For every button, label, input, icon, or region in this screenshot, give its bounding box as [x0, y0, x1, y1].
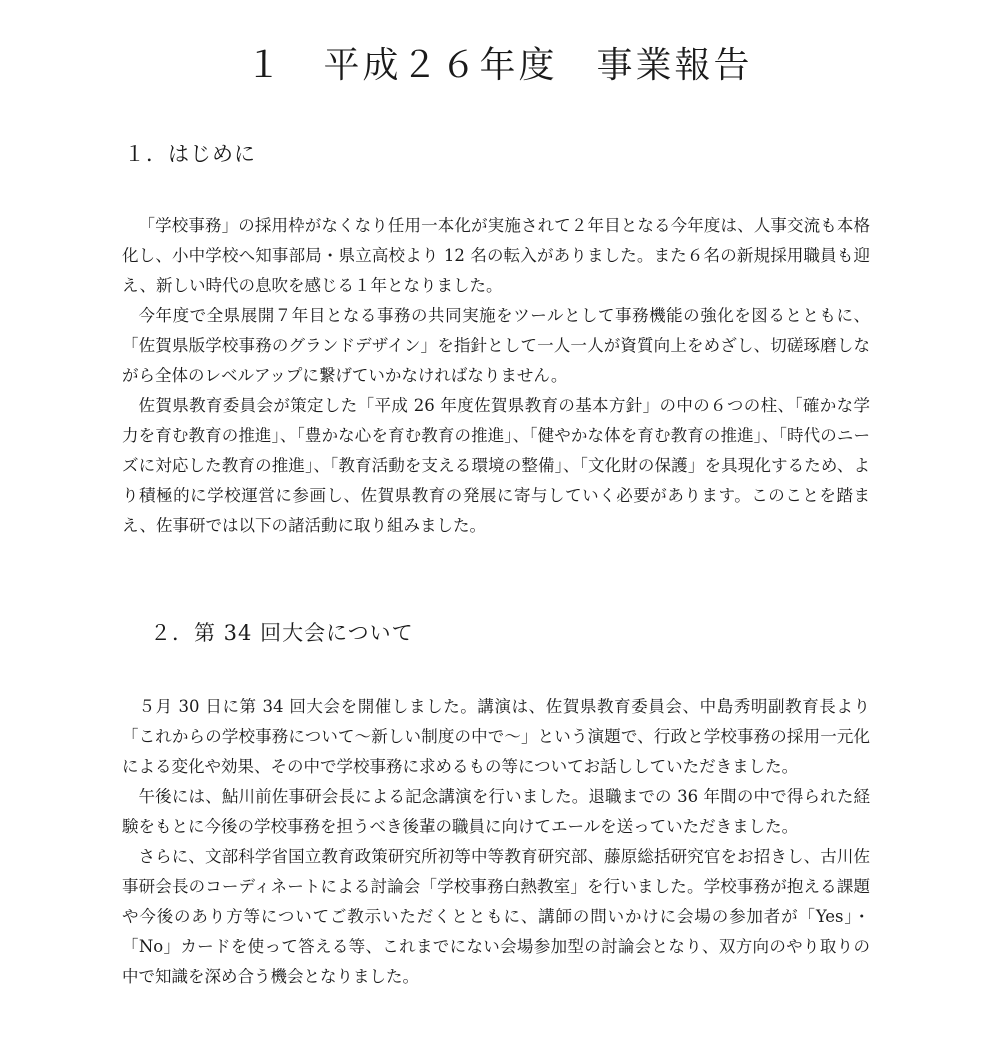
section-body-introduction	[122, 211, 870, 541]
paragraph: 佐賀県教育委員会が策定した「平成 26 年度佐賀県教育の基本方針」の中の６つの柱、「確かな学力を育む教育の推進」、「豊かな心を育む教育の推進」、「健やかな体を育む教育の推進」、「時代のニーズに対応した教育の推進」、「教育活動を支える環境の整備」、「文化財の保護」を具現化するため、より積極的に学校運営に参画し、佐賀県教育の発展に寄与していく必要があります。このことを踏まえ、佐事研では以下の諸活動に取り組みました。	[122, 396, 870, 535]
section-heading-convention: ２．第 34 回大会について	[150, 621, 414, 645]
section-heading-introduction: １．はじめに	[124, 142, 256, 166]
paragraph: ５月 30 日に第 34 回大会を開催しました。講演は、佐賀県教育委員会、中島秀明副教育長より「これからの学校事務について～新しい制度の中で～」という演題で、行政と学校事務の採用一元化による変化や効果、その中で学校事務に求めるもの等についてお話ししていただきました。	[122, 697, 870, 776]
paragraph: 午後には、鮎川前佐事研会長による記念講演を行いました。退職までの 36 年間の中で得られた経験をもとに今後の学校事務を担うべき後輩の職員に向けてエールを送っていただきました。	[122, 787, 870, 836]
paragraph: さらに、文部科学省国立教育政策研究所初等中等教育研究部、藤原総括研究官をお招きし、古川佐事研会長のコーディネートによる討論会「学校事務白熱教室」を行いました。学校事務が抱える課題や今後のあり方等についてご教示いただくとともに、講師の問いかけに会場の参加者が「Yes」・「No」カードを使って答える等、これまでにない会場参加型の討論会となり、双方向のやり取りの中で知識を深め合う機会となりました。	[122, 847, 870, 986]
paragraph: 今年度で全県展開７年目となる事務の共同実施をツールとして事務機能の強化を図るとともに、「佐賀県版学校事務のグランドデザイン」を指針として一人一人が資質向上をめざし、切磋琢磨しながら全体のレベルアップに繋げていかなければなりません。	[122, 306, 870, 385]
paragraph: 「学校事務」の採用枠がなくなり任用一本化が実施されて２年目となる今年度は、人事交流も本格化し、小中学校へ知事部局・県立高校より 12 名の転入がありました。また６名の新規採用職員も迎え、新しい時代の息吹を感じる１年となりました。	[122, 216, 870, 295]
document-title: １ 平成２６年度 事業報告	[245, 45, 753, 86]
section-body-convention	[122, 692, 870, 992]
